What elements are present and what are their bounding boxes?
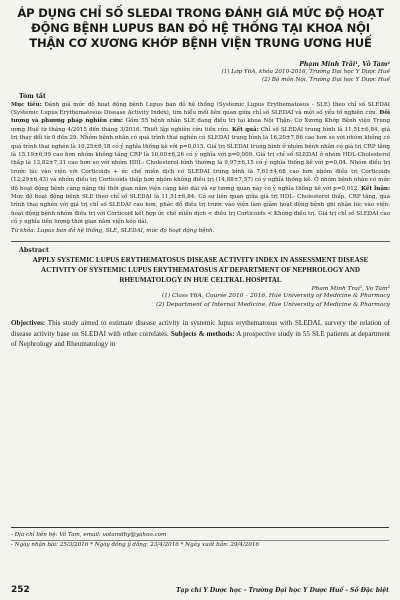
authors-vn: Phạm Minh Trãi¹, Võ Tam² (299, 60, 390, 68)
affiliation-en-2: (2) Department of Internal Medicine, Hue University of Medicine & Pharmacy (156, 301, 390, 308)
section-divider (11, 241, 390, 242)
footnote-contact: - Địa chỉ liên hệ: Võ Tam, email: votamdhy@yahoo.com (11, 532, 167, 538)
objective-label-vn: Mục tiêu: (11, 101, 42, 108)
footnote (11, 527, 389, 549)
objectives-label-en: Objectives: (11, 319, 46, 328)
abstract-heading-en: Abstract (19, 247, 49, 255)
methods-label-vn: Đối tượng và phương pháp nghiên cứu: (11, 110, 390, 125)
conclusion-label-vn: Kết luận: (361, 185, 390, 192)
footnote-dates: - Ngày nhận bài: 25/3/2016 * Ngày đồng ý đăng: 23/4/2016 * Ngày xuất bản: 29/4/2016 (11, 542, 260, 548)
authors-en: Pham Minh Trai¹, Vo Tam² (311, 286, 390, 293)
article-title-vn: ÁP DỤNG CHỈ SỐ SLEDAI TRONG ĐÁNH GIÁ MỨC ĐỘ HOẠT ĐỘNG BỆNH LUPUS BAN ĐỎ HỆ THỐNG TẠI KHOA NỘI THẬN CƠ XƯƠNG KHỚP BỆNH VIỆN TRUNG ƯƠNG HUẾ (17, 6, 384, 51)
abstract-body-vn (11, 101, 390, 227)
journal-name: Tạp chí Y Dược học - Trường Đại học Y Dược Huế - Số Đặc biệt (175, 587, 389, 594)
methods-text-vn: Gồm 55 bệnh nhân SLE đang điều trị tại khoa Nội Thận- Cơ Xương Khớp Bệnh viện Trung ương Huế từ tháng 4/2015 đến tháng 3/2016. Thiết lập nghiên cứu tiến cứu. (11, 118, 391, 133)
page-footer (11, 585, 389, 595)
affiliation-en-1: (1) Class Y6A, Course 2010 – 2016, Hue University of Medicine & Pharmacy (161, 293, 390, 300)
affiliation-vn-2: (2) Bộ môn Nội, Trường Đại học Y Dược Huế (261, 76, 390, 83)
affiliation-vn-1: (1) Lớp Y6A, khóa 2010-2016, Trường Đại học Y Dược Huế (221, 68, 390, 75)
results-text-vn: Chỉ số SLEDAI trung bình là 11,51±6,84, giá trị thay đổi từ 0 đến 29. Nhóm bệnh nhân có quá trình thai nghén có SLEDAI trung bình là 16,20±7,86 cao hơn so với nhóm không có quá trình thai nghén là 10,25±6,18 có ý nghĩa thống kê với p=0,015. Giá trị SLEDAI trung bình ở nhóm bệnh nhân có giá trị CRP tăng là 15,19±6,99 cao hơn nhóm không tăng CRP là 10,00±6,26 có ý nghĩa với p=0,009. Giá trị chỉ số SLEDAI ở nhóm HDL-Cholesterol thấp là 13,82±7,31 cao hơn so với nhóm HDL- Cholesterol bình thường là 9,97±6,15 có ý nghĩa thống kê với p=0,04. Nhóm điều trị trước lúc vào viện với Corticoids + ức chế miễn dịch có SLEDAI trung bình là 7,61±4,68 cao hơn nhóm điều trị Corticoids (12,29±6,43) và nhóm điều trị Corticoids thấp hơn nhóm không điều trị (14,88±7,57) có ý nghĩa thống kê. Ở nhóm bệnh nhân có mức độ hoạt động bệnh càng nặng thì thời gian nằm viện càng kéo dài và sự tương quan này có ý nghĩa thống kê với p=0,012. (11, 126, 391, 192)
article-title-en: APPLY SYSTEMIC LUPUS ERYTHEMATOSUS DISEASE ACTIVITY INDEX IN ASSESSMENT DISEASE ACTIVITY OF SYSTEMIC LUPUS ERYTHEMATOSUS AT DEPARTMENT OF NEPHROLOGY AND RHEUMATOLOGY IN HUE CELTRAL HOSPITAL (32, 256, 369, 285)
abstract-body-en (11, 318, 390, 350)
methods-text-en: A prospective study in 55 SLE patients at department of Nephrology and Rheumatology in (11, 329, 391, 349)
results-label-vn: Kết quả: (231, 126, 259, 133)
keywords-vn: Từ khóa: Lupus ban đỏ hệ thống, SLE, SLEDAI, mức độ hoạt động bệnh. (11, 227, 215, 234)
objectives-text-en: This study aimed to estimate disease activity in systemic lupus erythematosus with SLEDAI, survery the relation of disease activity base on SLEDAI with other correlates. (11, 319, 390, 338)
methods-label-en: Subjects & methods: (170, 329, 235, 338)
abstract-heading-vn: Tóm tắt (19, 92, 46, 100)
objective-text-vn: Đánh giá mức độ hoạt động bệnh Lupus ban đỏ hệ thống (Systemic Lupus Erythematosus - SLE) theo chỉ số SLEDAI (Systemic Lupus Erythematosus Disease Activity Index), tìm hiểu mối liên quan giữa chỉ số SLEDAI và một số yếu tố nghiên cứu. (11, 101, 390, 117)
page-number: 252 (11, 585, 30, 595)
conclusion-text-vn: Mức độ hoạt động bệnh SLE theo chỉ số SLEDAI là 11,51±6,84. Có sự liên quan giữa giá trị HDL- Cholesterol thấp, CRP tăng, quá trình thai nghén với giá trị chỉ số SLEDAI cao hơn, phác đồ điều trị trước vào viện làm giảm hoạt động bệnh ghi nhận lúc vào viện: hoạt động bệnh nhóm điều trị với Corticoid kết hợp ức chế miễn dịch < điều trị Corticoids < Không điều trị. Giá trị chỉ số SLEDAI cao có ý nghĩa tiên lượng thời gian nằm viện kéo dài. (11, 194, 390, 226)
